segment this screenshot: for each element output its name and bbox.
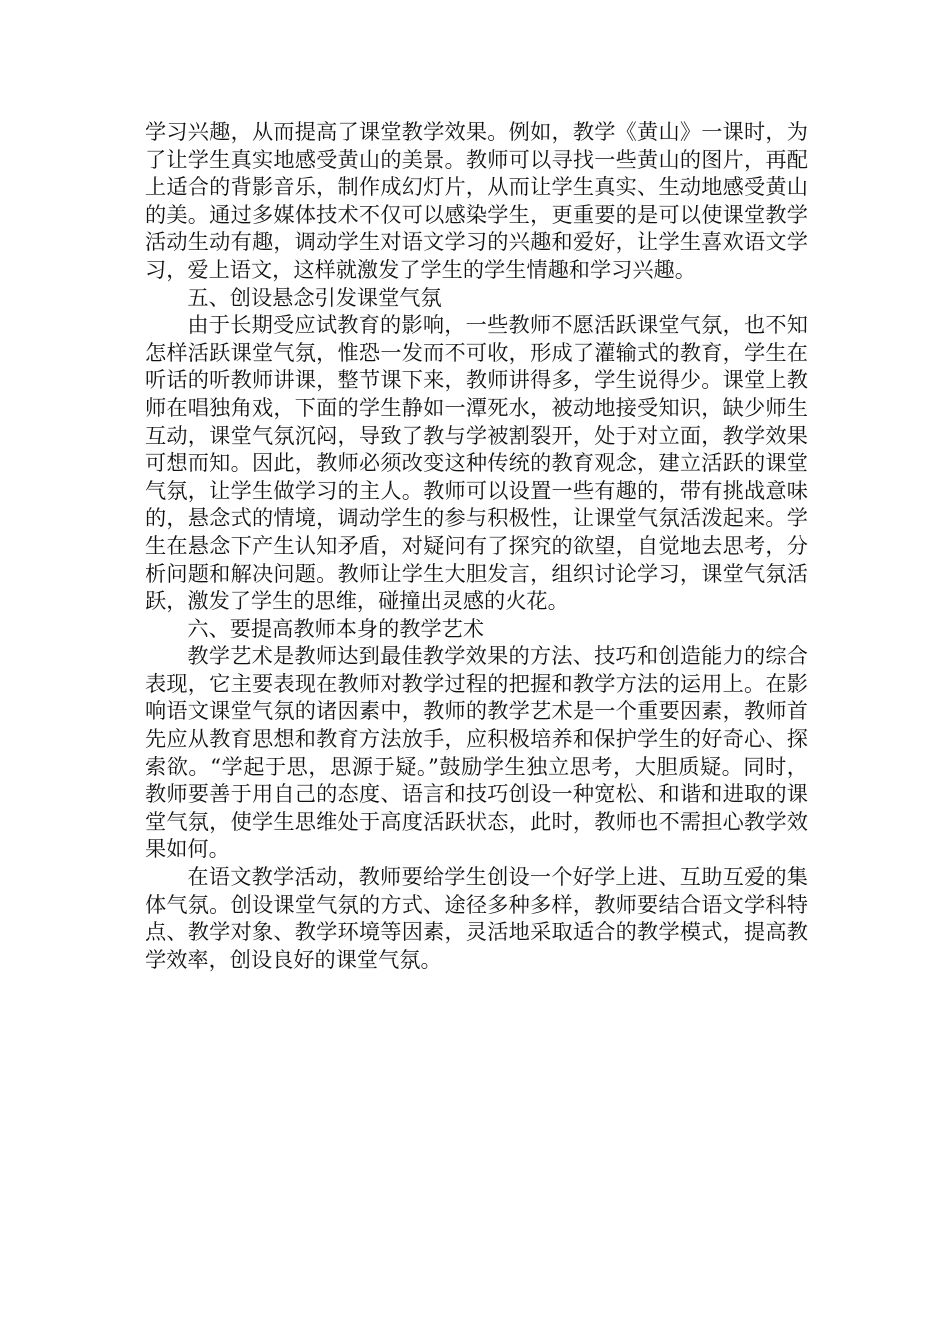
section-heading-five: 五、创设悬念引发课堂气氛 <box>187 284 442 310</box>
paragraph-teaching-art: 教学艺术是教师达到最佳教学效果的方法、技巧和创造能力的综合表现，它主要表现在教师对教学过程的把握和教学方法的运用上。在影响语文课堂气氛的诸因素中，教师的教学艺术是一个重要因素，教师首先应从教育思想和教育方法放手，应积极培养和保护学生的好奇心、探索欲。“学起于思，思源于疑。”鼓励学生独立思考，大胆质疑。同时，教师要善于用自己的态度、语言和技巧创设一种宽松、和谐和进取的课堂气氛，使学生思维处于高度活跃状态，此时，教师也不需担心教学效果如何。 <box>145 643 808 862</box>
section-heading-six: 六、要提高教师本身的教学艺术 <box>187 615 485 641</box>
paragraph-continued-intro: 学习兴趣，从而提高了课堂教学效果。例如，教学《黄山》一课时，为了让学生真实地感受黄山的美景。教师可以寻找一些黄山的图片，再配上适合的背影音乐，制作成幻灯片，从而让学生真实、生动地感受黄山的美。通过多媒体技术不仅可以感染学生，更重要的是可以使课堂教学活动生动有趣，调动学生对语文学习的兴趣和爱好，让学生喜欢语文学习，爱上语文，这样就激发了学生的学生情趣和学习兴趣。 <box>145 119 808 282</box>
document-page <box>145 118 808 973</box>
paragraph-conclusion: 在语文教学活动，教师要给学生创设一个好学上进、互助互爱的集体气氛。创设课堂气氛的方式、途径多种多样，教师要结合语文学科特点、教学对象、教学环境等因素，灵活地采取适合的教学模式，提高教学效率，创设良好的课堂气氛。 <box>145 864 808 972</box>
paragraph-suspense: 由于长期受应试教育的影响，一些教师不愿活跃课堂气氛，也不知怎样活跃课堂气氛，惟恐一发而不可收，形成了灌输式的教育，学生在听话的听教师讲课，整节课下来，教师讲得多，学生说得少。课堂上教师在唱独角戏，下面的学生静如一潭死水，被动地接受知识，缺少师生互动，课堂气氛沉闷，导致了教与学被割裂开，处于对立面，教学效果可想而知。因此，教师必须改变这种传统的教育观念，建立活跃的课堂气氛，让学生做学习的主人。教师可以设置一些有趣的，带有挑战意味的，悬念式的情境，调动学生的参与积极性，让课堂气氛活泼起来。学生在悬念下产生认知矛盾，对疑问有了探究的欲望，自觉地去思考，分析问题和解决问题。教师让学生大胆发言，组织讨论学习，课堂气氛活跃，激发了学生的思维，碰撞出灵感的火花。 <box>145 312 808 614</box>
